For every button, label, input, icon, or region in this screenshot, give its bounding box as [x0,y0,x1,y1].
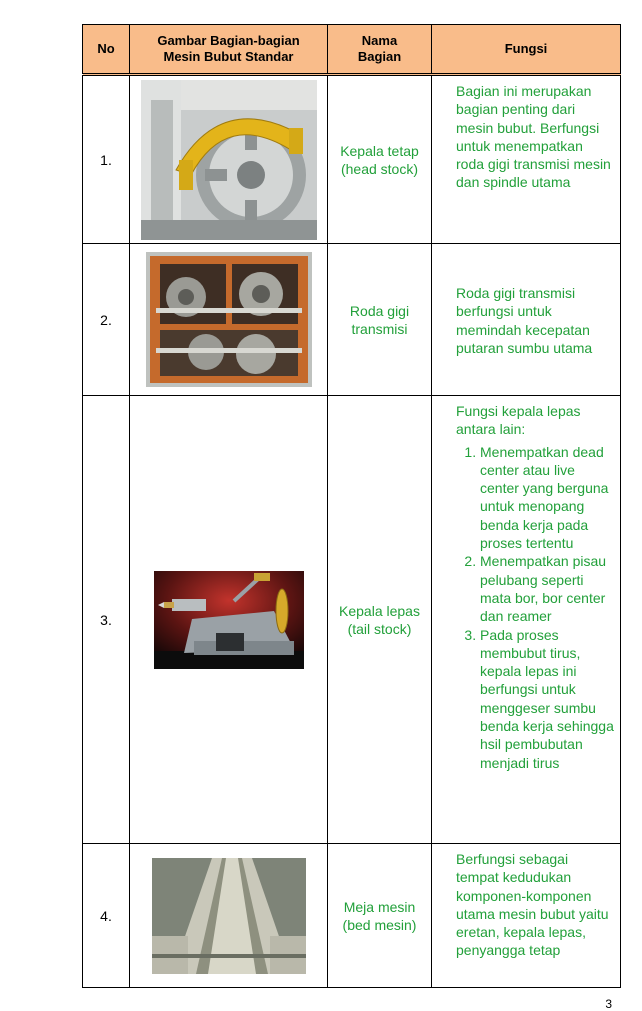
part-function: Bagian ini merupakan bagian penting dari mesin bubut. Berfungsi untuk menempatkan roda gigi transmisi mesin dan spindle utama [432,75,621,244]
part-function: Berfungsi sebagai tempat kedudukan komponen-komponen utama mesin bubut yaitu eretan, kepala lepas, penyangga tetap [432,844,621,988]
table-row [83,244,621,396]
header-row [83,25,621,75]
bed-image-cell [130,844,328,988]
headstock-image [141,80,317,240]
function-list [456,443,614,772]
page-number: 3 [605,997,612,1011]
tailstock-image-cell [130,396,328,844]
table-row [83,844,621,988]
header-name: Nama Bagian [328,25,432,75]
table-row [83,396,621,844]
lathe-bed-image [152,858,306,974]
row-number: 3. [83,396,130,844]
gear-transmission-image [146,252,312,387]
row-number: 2. [83,244,130,396]
lathe-parts-table [82,24,621,988]
part-function-intro: Fungsi kepala lepas antara lain: [456,403,581,438]
gear-image-cell [130,244,328,396]
row-number: 4. [83,844,130,988]
table-row [83,75,621,244]
part-name: Kepala lepas (tail stock) [328,396,432,844]
part-name: Kepala tetap (head stock) [328,75,432,244]
header-function: Fungsi [432,25,621,75]
headstock-image-cell [130,75,328,244]
header-no: No [83,25,130,75]
part-name: Roda gigi transmisi [328,244,432,396]
part-function: Roda gigi transmisi berfungsi untuk memindah kecepatan putaran sumbu utama [432,244,621,396]
list-item: 1. Menempatkan dead center atau live center yang berguna untuk menopang benda kerja pada proses tertentu [480,443,614,553]
row-number: 1. [83,75,130,244]
list-item: 2. Menempatkan pisau pelubang seperti mata bor, bor center dan reamer [480,552,614,625]
header-image: Gambar Bagian-bagian Mesin Bubut Standar [130,25,328,75]
part-name: Meja mesin (bed mesin) [328,844,432,988]
tailstock-image [154,571,304,669]
part-function-cell [432,396,621,844]
list-item: 3. Pada proses membubut tirus, kepala lepas ini berfungsi untuk menggeser sumbu benda kerja sehingga hsil pembubutan menjadi tirus [480,626,614,772]
